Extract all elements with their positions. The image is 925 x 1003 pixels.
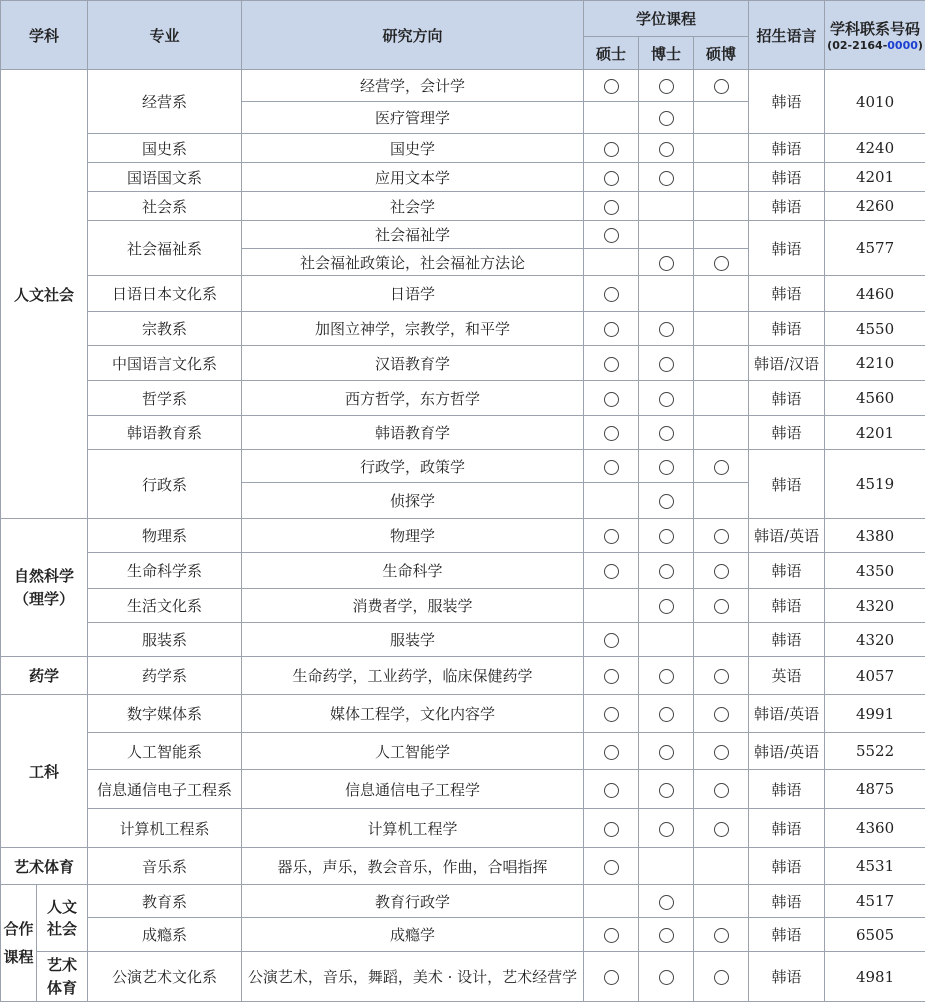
offered-circle-icon	[659, 745, 674, 760]
master-cell	[584, 249, 639, 276]
direction-cell: 社会学	[242, 192, 584, 221]
phone-cell: 4460	[825, 276, 925, 312]
phd-cell	[639, 657, 694, 695]
phd-cell	[639, 312, 694, 346]
phone-cell: 4210	[825, 346, 925, 381]
combined-cell	[694, 589, 749, 623]
field-cell: 工科	[1, 695, 88, 848]
direction-cell: 日语学	[242, 276, 584, 312]
field-cell: 人文社会	[1, 70, 88, 519]
direction-cell: 社会福祉政策论，社会福祉方法论	[242, 249, 584, 276]
language-cell: 韩语	[749, 450, 825, 519]
table-row	[1, 553, 925, 589]
language-cell: 韩语	[749, 589, 825, 623]
language-cell: 韩语	[749, 623, 825, 657]
master-cell	[584, 918, 639, 952]
phd-cell	[639, 519, 694, 553]
table-row	[1, 381, 925, 416]
master-cell	[584, 952, 639, 1002]
combined-cell	[694, 952, 749, 1002]
offered-circle-icon	[659, 171, 674, 186]
offered-circle-icon	[714, 460, 729, 475]
field-cell: 药学	[1, 657, 88, 695]
combined-cell	[694, 483, 749, 519]
major-cell: 数字媒体系	[88, 695, 242, 733]
combined-cell	[694, 657, 749, 695]
offered-circle-icon	[604, 79, 619, 94]
major-cell: 物理系	[88, 519, 242, 553]
language-cell: 韩语	[749, 848, 825, 885]
direction-cell: 消费者学，服装学	[242, 589, 584, 623]
language-cell: 韩语/英语	[749, 519, 825, 553]
major-cell: 计算机工程系	[88, 809, 242, 848]
phone-cell: 4201	[825, 416, 925, 450]
phone-cell: 4875	[825, 770, 925, 809]
master-cell	[584, 134, 639, 163]
offered-circle-icon	[714, 970, 729, 985]
combined-cell	[694, 221, 749, 249]
phone-cell: 4350	[825, 553, 925, 589]
phd-cell	[639, 589, 694, 623]
direction-cell: 医疗管理学	[242, 102, 584, 134]
offered-circle-icon	[604, 142, 619, 157]
offered-circle-icon	[604, 460, 619, 475]
phone-cell: 6505	[825, 918, 925, 952]
phone-cell: 4360	[825, 809, 925, 848]
offered-circle-icon	[604, 322, 619, 337]
offered-circle-icon	[714, 928, 729, 943]
phd-cell	[639, 134, 694, 163]
phd-cell	[639, 346, 694, 381]
table-row	[1, 450, 925, 483]
phone-cell: 4320	[825, 589, 925, 623]
master-cell	[584, 848, 639, 885]
combined-cell	[694, 416, 749, 450]
offered-circle-icon	[714, 745, 729, 760]
offered-circle-icon	[714, 669, 729, 684]
language-cell: 韩语	[749, 885, 825, 918]
combined-cell	[694, 885, 749, 918]
offered-circle-icon	[604, 669, 619, 684]
language-cell: 韩语	[749, 952, 825, 1002]
offered-circle-icon	[659, 895, 674, 910]
combined-cell	[694, 733, 749, 770]
combined-cell	[694, 848, 749, 885]
combined-cell	[694, 346, 749, 381]
header-master: 硕士	[584, 37, 639, 70]
offered-circle-icon	[604, 783, 619, 798]
phone-cell: 4057	[825, 657, 925, 695]
major-cell: 音乐系	[88, 848, 242, 885]
offered-circle-icon	[659, 707, 674, 722]
language-cell: 韩语	[749, 770, 825, 809]
phd-cell	[639, 70, 694, 102]
master-cell	[584, 221, 639, 249]
header-phone-sub: (02-2164-0000)	[827, 39, 923, 52]
header-major: 专业	[88, 1, 242, 70]
master-cell	[584, 519, 639, 553]
direction-cell: 器乐，声乐，教会音乐，作曲，合唱指挥	[242, 848, 584, 885]
header-language: 招生语言	[749, 1, 825, 70]
offered-circle-icon	[714, 564, 729, 579]
table-row	[1, 918, 925, 952]
phone-cell: 4010	[825, 70, 925, 134]
master-cell	[584, 70, 639, 102]
combined-cell	[694, 192, 749, 221]
table-row	[1, 809, 925, 848]
offered-circle-icon	[714, 256, 729, 271]
master-cell	[584, 163, 639, 192]
offered-circle-icon	[604, 564, 619, 579]
phone-cell: 4320	[825, 623, 925, 657]
offered-circle-icon	[714, 822, 729, 837]
combined-cell	[694, 695, 749, 733]
language-cell: 韩语/英语	[749, 733, 825, 770]
offered-circle-icon	[604, 707, 619, 722]
major-cell: 服装系	[88, 623, 242, 657]
direction-cell: 人工智能学	[242, 733, 584, 770]
header-combined: 硕博	[694, 37, 749, 70]
offered-circle-icon	[659, 599, 674, 614]
major-cell: 行政系	[88, 450, 242, 519]
combined-cell	[694, 312, 749, 346]
direction-cell: 公演艺术，音乐，舞蹈，美术 · 设计，艺术经营学	[242, 952, 584, 1002]
table-row	[1, 276, 925, 312]
offered-circle-icon	[659, 357, 674, 372]
direction-cell: 西方哲学，东方哲学	[242, 381, 584, 416]
phd-cell	[639, 885, 694, 918]
offered-circle-icon	[659, 494, 674, 509]
offered-circle-icon	[604, 426, 619, 441]
offered-circle-icon	[659, 79, 674, 94]
offered-circle-icon	[604, 529, 619, 544]
phone-cell: 4991	[825, 695, 925, 733]
master-cell	[584, 276, 639, 312]
header-degree: 学位课程	[584, 1, 749, 37]
phd-cell	[639, 733, 694, 770]
master-cell	[584, 733, 639, 770]
master-cell	[584, 381, 639, 416]
direction-cell: 教育行政学	[242, 885, 584, 918]
phd-cell	[639, 952, 694, 1002]
table-row	[1, 70, 925, 102]
offered-circle-icon	[604, 392, 619, 407]
direction-cell: 生命科学	[242, 553, 584, 589]
major-cell: 宗教系	[88, 312, 242, 346]
phd-cell	[639, 416, 694, 450]
coop-arts-cell: 艺术 体育	[37, 952, 88, 1002]
offered-circle-icon	[604, 860, 619, 875]
phd-cell	[639, 102, 694, 134]
phone-cell: 4240	[825, 134, 925, 163]
offered-circle-icon	[659, 669, 674, 684]
phd-cell	[639, 192, 694, 221]
offered-circle-icon	[604, 200, 619, 215]
phone-cell: 4560	[825, 381, 925, 416]
language-cell: 韩语	[749, 553, 825, 589]
phd-cell	[639, 163, 694, 192]
master-cell	[584, 102, 639, 134]
major-cell: 社会系	[88, 192, 242, 221]
language-cell: 韩语	[749, 381, 825, 416]
combined-cell	[694, 134, 749, 163]
language-cell: 韩语	[749, 918, 825, 952]
header-direction: 研究方向	[242, 1, 584, 70]
direction-cell: 计算机工程学	[242, 809, 584, 848]
combined-cell	[694, 70, 749, 102]
direction-cell: 社会福祉学	[242, 221, 584, 249]
table-row	[1, 952, 925, 1002]
major-cell: 日语日本文化系	[88, 276, 242, 312]
phone-cell: 4380	[825, 519, 925, 553]
phd-cell	[639, 809, 694, 848]
combined-cell	[694, 553, 749, 589]
major-cell: 经营系	[88, 70, 242, 134]
table-row	[1, 589, 925, 623]
phd-cell	[639, 483, 694, 519]
offered-circle-icon	[659, 928, 674, 943]
language-cell: 韩语	[749, 163, 825, 192]
master-cell	[584, 623, 639, 657]
language-cell: 韩语	[749, 276, 825, 312]
language-cell: 韩语	[749, 416, 825, 450]
offered-circle-icon	[604, 822, 619, 837]
phd-cell	[639, 848, 694, 885]
offered-circle-icon	[659, 460, 674, 475]
direction-cell: 经营学，会计学	[242, 70, 584, 102]
phd-cell	[639, 918, 694, 952]
major-cell: 生命科学系	[88, 553, 242, 589]
table-row	[1, 346, 925, 381]
offered-circle-icon	[659, 970, 674, 985]
direction-cell: 韩语教育学	[242, 416, 584, 450]
major-cell: 教育系	[88, 885, 242, 918]
master-cell	[584, 312, 639, 346]
offered-circle-icon	[659, 256, 674, 271]
offered-circle-icon	[714, 599, 729, 614]
master-cell	[584, 770, 639, 809]
direction-cell: 服装学	[242, 623, 584, 657]
language-cell: 韩语/汉语	[749, 346, 825, 381]
table-row	[1, 848, 925, 885]
major-cell: 生活文化系	[88, 589, 242, 623]
table-body	[1, 70, 925, 1002]
direction-cell: 行政学，政策学	[242, 450, 584, 483]
offered-circle-icon	[604, 287, 619, 302]
offered-circle-icon	[659, 111, 674, 126]
offered-circle-icon	[659, 426, 674, 441]
phone-cell: 4550	[825, 312, 925, 346]
combined-cell	[694, 249, 749, 276]
offered-circle-icon	[659, 529, 674, 544]
table-row	[1, 695, 925, 733]
phd-cell	[639, 381, 694, 416]
table-row	[1, 770, 925, 809]
language-cell: 韩语/英语	[749, 695, 825, 733]
phone-cell: 4577	[825, 221, 925, 276]
master-cell	[584, 416, 639, 450]
direction-cell: 生命药学，工业药学，临床保健药学	[242, 657, 584, 695]
phd-cell	[639, 450, 694, 483]
master-cell	[584, 695, 639, 733]
table-row	[1, 416, 925, 450]
coop-humanities-cell: 人文 社会	[37, 885, 88, 952]
major-cell: 公演艺术文化系	[88, 952, 242, 1002]
combined-cell	[694, 381, 749, 416]
combined-cell	[694, 450, 749, 483]
master-cell	[584, 553, 639, 589]
table-row	[1, 623, 925, 657]
direction-cell: 侦探学	[242, 483, 584, 519]
header-phone-title: 学科联系号码	[830, 20, 921, 38]
phone-cell: 4981	[825, 952, 925, 1002]
combined-cell	[694, 623, 749, 657]
master-cell	[584, 192, 639, 221]
combined-cell	[694, 809, 749, 848]
language-cell: 韩语	[749, 312, 825, 346]
phd-cell	[639, 249, 694, 276]
table-row	[1, 312, 925, 346]
master-cell	[584, 483, 639, 519]
master-cell	[584, 450, 639, 483]
phd-cell	[639, 276, 694, 312]
offered-circle-icon	[604, 171, 619, 186]
direction-cell: 物理学	[242, 519, 584, 553]
table-row	[1, 657, 925, 695]
combined-cell	[694, 102, 749, 134]
master-cell	[584, 589, 639, 623]
offered-circle-icon	[604, 228, 619, 243]
direction-cell: 加图立神学，宗教学，和平学	[242, 312, 584, 346]
combined-cell	[694, 163, 749, 192]
direction-cell: 信息通信电子工程学	[242, 770, 584, 809]
field-cell: 自然科学（理学）	[1, 519, 88, 657]
offered-circle-icon	[659, 142, 674, 157]
language-cell: 韩语	[749, 809, 825, 848]
header-phone	[825, 1, 925, 70]
language-cell: 韩语	[749, 70, 825, 134]
direction-cell: 成瘾学	[242, 918, 584, 952]
phd-cell	[639, 623, 694, 657]
header-field: 学科	[1, 1, 88, 70]
combined-cell	[694, 918, 749, 952]
language-cell: 韩语	[749, 134, 825, 163]
master-cell	[584, 657, 639, 695]
phone-cell: 4519	[825, 450, 925, 519]
offered-circle-icon	[714, 529, 729, 544]
language-cell: 韩语	[749, 221, 825, 276]
phd-cell	[639, 221, 694, 249]
offered-circle-icon	[714, 783, 729, 798]
phone-cell: 4260	[825, 192, 925, 221]
offered-circle-icon	[604, 970, 619, 985]
phone-cell: 5522	[825, 733, 925, 770]
header-phd: 博士	[639, 37, 694, 70]
offered-circle-icon	[604, 928, 619, 943]
offered-circle-icon	[659, 392, 674, 407]
master-cell	[584, 809, 639, 848]
offered-circle-icon	[714, 707, 729, 722]
phd-cell	[639, 553, 694, 589]
table-row	[1, 163, 925, 192]
major-cell: 药学系	[88, 657, 242, 695]
table-row	[1, 192, 925, 221]
table-row	[1, 134, 925, 163]
direction-cell: 国史学	[242, 134, 584, 163]
combined-cell	[694, 519, 749, 553]
major-cell: 韩语教育系	[88, 416, 242, 450]
offered-circle-icon	[714, 79, 729, 94]
offered-circle-icon	[659, 564, 674, 579]
master-cell	[584, 885, 639, 918]
offered-circle-icon	[659, 783, 674, 798]
language-cell: 韩语	[749, 192, 825, 221]
offered-circle-icon	[659, 822, 674, 837]
offered-circle-icon	[604, 357, 619, 372]
master-cell	[584, 346, 639, 381]
table-row	[1, 885, 925, 918]
phd-cell	[639, 770, 694, 809]
major-cell: 中国语言文化系	[88, 346, 242, 381]
offered-circle-icon	[604, 633, 619, 648]
language-cell: 英语	[749, 657, 825, 695]
major-cell: 人工智能系	[88, 733, 242, 770]
major-cell: 国史系	[88, 134, 242, 163]
direction-cell: 应用文本学	[242, 163, 584, 192]
major-cell: 社会福祉系	[88, 221, 242, 276]
offered-circle-icon	[659, 322, 674, 337]
field-cell: 艺术体育	[1, 848, 88, 885]
coop-cell: 合作 课程	[1, 885, 37, 1002]
combined-cell	[694, 770, 749, 809]
major-cell: 哲学系	[88, 381, 242, 416]
major-cell: 成瘾系	[88, 918, 242, 952]
phone-cell: 4531	[825, 848, 925, 885]
combined-cell	[694, 276, 749, 312]
phone-cell: 4201	[825, 163, 925, 192]
major-cell: 国语国文系	[88, 163, 242, 192]
phd-cell	[639, 695, 694, 733]
offered-circle-icon	[604, 745, 619, 760]
direction-cell: 媒体工程学，文化内容学	[242, 695, 584, 733]
direction-cell: 汉语教育学	[242, 346, 584, 381]
table-row	[1, 221, 925, 249]
table-row	[1, 519, 925, 553]
major-cell: 信息通信电子工程系	[88, 770, 242, 809]
phone-cell: 4517	[825, 885, 925, 918]
table-row	[1, 733, 925, 770]
